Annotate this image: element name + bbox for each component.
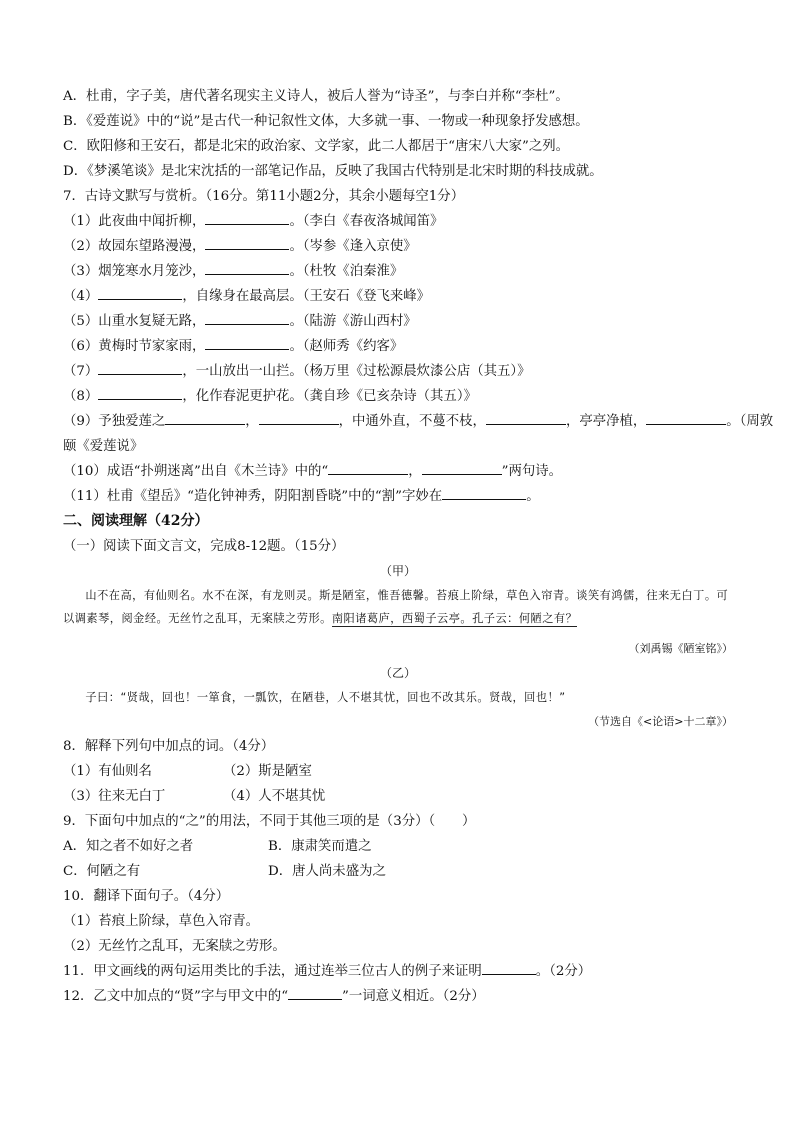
exam-page xyxy=(63,84,774,1009)
q7-5-source: 。（陆游《游山西村》 xyxy=(289,314,417,329)
answer-blank[interactable] xyxy=(205,260,289,275)
answer-blank[interactable] xyxy=(482,960,536,975)
q7-item-6 xyxy=(63,334,733,359)
answer-blank[interactable] xyxy=(205,210,289,225)
q7-11-text: （11）杜甫《望岳》“造化钟神秀，阴阳割昏晓”中的“割”字妙在 xyxy=(63,489,443,504)
q7-6-source: 。（赵师秀《约客》 xyxy=(289,339,404,354)
section-sub-1: （一）阅读下面文言文，完成8-12题。（15分） xyxy=(63,539,345,554)
q7-item-7 xyxy=(63,359,733,384)
q7-1-source: 。（李白《春夜洛城闻笛》 xyxy=(289,214,444,229)
answer-blank[interactable] xyxy=(486,410,566,425)
q7-item-4 xyxy=(63,284,733,309)
q7-9-sep: ， xyxy=(245,414,259,429)
q7-2-source: 。（岑参《逢入京使》 xyxy=(289,239,417,254)
answer-blank[interactable] xyxy=(328,460,408,475)
q7-9-mid2: ，亭亭净植， xyxy=(565,414,647,429)
q7-3-text: （3）烟笼寒水月笼沙， xyxy=(63,264,206,279)
q9-title: 9．下面句中加点的“之”的用法，不同于其他三项的是（3分）（ ） xyxy=(63,814,476,829)
q7-item-11 xyxy=(63,484,733,509)
q7-6-text: （6）黄梅时节家家雨， xyxy=(63,339,206,354)
answer-blank[interactable] xyxy=(442,485,526,500)
q11 xyxy=(63,959,733,984)
q11-score: 。（2分） xyxy=(535,964,592,979)
q6-option-c: C．欧阳修和王安石，都是北宋的政治家、文学家，此二人都居于“唐宋八大家”之列。 xyxy=(63,139,569,154)
q7-item-1 xyxy=(63,209,733,234)
answer-blank[interactable] xyxy=(165,410,245,425)
q7-item-2 xyxy=(63,234,733,259)
q12-score: ”一词意义相近。（2分） xyxy=(342,989,485,1004)
passage-yi-text: 子曰：“贤哉，回也！一箪食，一瓢饮，在陋巷，人不堪其忧，回也不改其乐。贤哉，回也！” xyxy=(85,691,566,704)
q9-row-2 xyxy=(63,859,733,884)
q7-item-3 xyxy=(63,259,733,284)
passage-jia-text: 山不在高，有仙则名。水不在深，有龙则灵。斯是陋室，惟吾德馨。苔痕上阶绿，草色入帘青。谈笑有鸿儒，往来无白丁。可以调素琴，阅金经。无丝竹之乱耳，无案牍之劳形。 xyxy=(63,589,729,625)
q9-option-d: D．唐人尚未盛为之 xyxy=(268,864,386,879)
q7-11-end: 。 xyxy=(526,489,540,504)
q7-10-sep: ， xyxy=(408,464,422,479)
q10-title: 10．翻译下面句子。（4分） xyxy=(63,889,230,904)
q7-8-source: ，化作春泥更护花。（龚自珍《已亥杂诗（其五）》 xyxy=(182,389,477,404)
q7-item-5 xyxy=(63,309,733,334)
answer-blank[interactable] xyxy=(205,335,289,350)
passage-yi-label: （乙） xyxy=(379,666,416,680)
q7-title: 7．古诗文默写与赏析。（16分。第11小题2分，其余小题每空1分） xyxy=(63,189,465,204)
passage-yi-source: （节选自《<论语>十二章》） xyxy=(588,715,733,728)
passage-jia-underlined: 南阳诸葛庐，西蜀子云亭。孔子云：何陋之有？ xyxy=(331,612,578,625)
answer-blank[interactable] xyxy=(646,410,726,425)
q7-item-9-cont: 颐《爱莲说》 xyxy=(63,439,144,454)
q11-text: 11．甲文画线的两句运用类比的手法，通过连举三位古人的例子来证明 xyxy=(63,964,482,979)
q10-item-2: （2）无丝竹之乱耳，无案牍之劳形。 xyxy=(63,939,286,954)
q6-option-b: B．《爱莲说》中的“说”是古代一种记叙性文体，大多就一事、一物或一种现象抒发感想。 xyxy=(63,114,589,129)
q9-option-a: A．知之者不如好之者 xyxy=(63,839,194,854)
passage-jia xyxy=(63,584,733,630)
q7-item-8 xyxy=(63,384,733,409)
q7-item-10 xyxy=(63,459,733,484)
passage-jia-source: （刘禹锡《陋室铭》） xyxy=(628,642,733,655)
q8-item-4: （4）人不堪其忧 xyxy=(223,789,326,804)
q12-text: 12．乙文中加点的“贤”字与甲文中的“ xyxy=(63,989,289,1004)
q8-item-3: （3）往来无白丁 xyxy=(63,789,166,804)
q7-9-text: （9）予独爱莲之 xyxy=(63,414,166,429)
q7-3-source: 。（杜牧《泊秦淮》 xyxy=(289,264,404,279)
q8-item-2: （2）斯是陋室 xyxy=(223,764,312,779)
q8-row-1 xyxy=(63,759,733,784)
q8-item-1: （1）有仙则名 xyxy=(63,764,152,779)
q7-10-end: ”两句诗。 xyxy=(501,464,563,479)
q9-option-c: C．何陋之有 xyxy=(63,864,141,879)
passage-jia-label: （甲） xyxy=(379,564,416,578)
q7-8-text: （8） xyxy=(63,389,99,404)
q7-9-mid: ，中通外直，不蔓不枝， xyxy=(338,414,486,429)
q7-item-9 xyxy=(63,409,774,434)
answer-blank[interactable] xyxy=(98,385,182,400)
answer-blank[interactable] xyxy=(259,410,339,425)
answer-blank[interactable] xyxy=(205,310,289,325)
q10-item-1: （1）苔痕上阶绿，草色入帘青。 xyxy=(63,914,259,929)
answer-blank[interactable] xyxy=(98,285,182,300)
q12 xyxy=(63,984,733,1009)
answer-blank[interactable] xyxy=(98,360,182,375)
answer-blank[interactable] xyxy=(288,985,342,1000)
section-heading: 二、阅读理解（42分） xyxy=(63,513,209,529)
q7-7-text: （7） xyxy=(63,364,99,379)
q9-row-1 xyxy=(63,834,733,859)
q7-1-text: （1）此夜曲中闻折柳， xyxy=(63,214,206,229)
q7-9-source: 。（周敦 xyxy=(726,414,774,429)
q9-option-b: B．康肃笑而遣之 xyxy=(268,839,372,854)
q8-title: 8．解释下列句中加点的词。（4分） xyxy=(63,739,275,754)
answer-blank[interactable] xyxy=(205,235,289,250)
q6-option-d: D．《梦溪笔谈》是北宋沈括的一部笔记作品，反映了我国古代特别是北宋时期的科技成就。 xyxy=(63,164,603,179)
q7-4-text: （4） xyxy=(63,289,99,304)
q7-2-text: （2）故园东望路漫漫， xyxy=(63,239,206,254)
q7-10-text: （10）成语“扑朔迷离”出自《木兰诗》中的“ xyxy=(63,464,329,479)
q7-7-source: ，一山放出一山拦。（杨万里《过松源晨炊漆公店（其五）》 xyxy=(182,364,531,379)
q7-4-source: ，自缘身在最高层。（王安石《登飞来峰》 xyxy=(182,289,431,304)
q8-row-2 xyxy=(63,784,733,809)
answer-blank[interactable] xyxy=(422,460,502,475)
q6-option-a: A．杜甫，字子美，唐代著名现实主义诗人，被后人誉为“诗圣”，与李白并称“李杜”。 xyxy=(63,89,569,104)
q7-5-text: （5）山重水复疑无路， xyxy=(63,314,206,329)
